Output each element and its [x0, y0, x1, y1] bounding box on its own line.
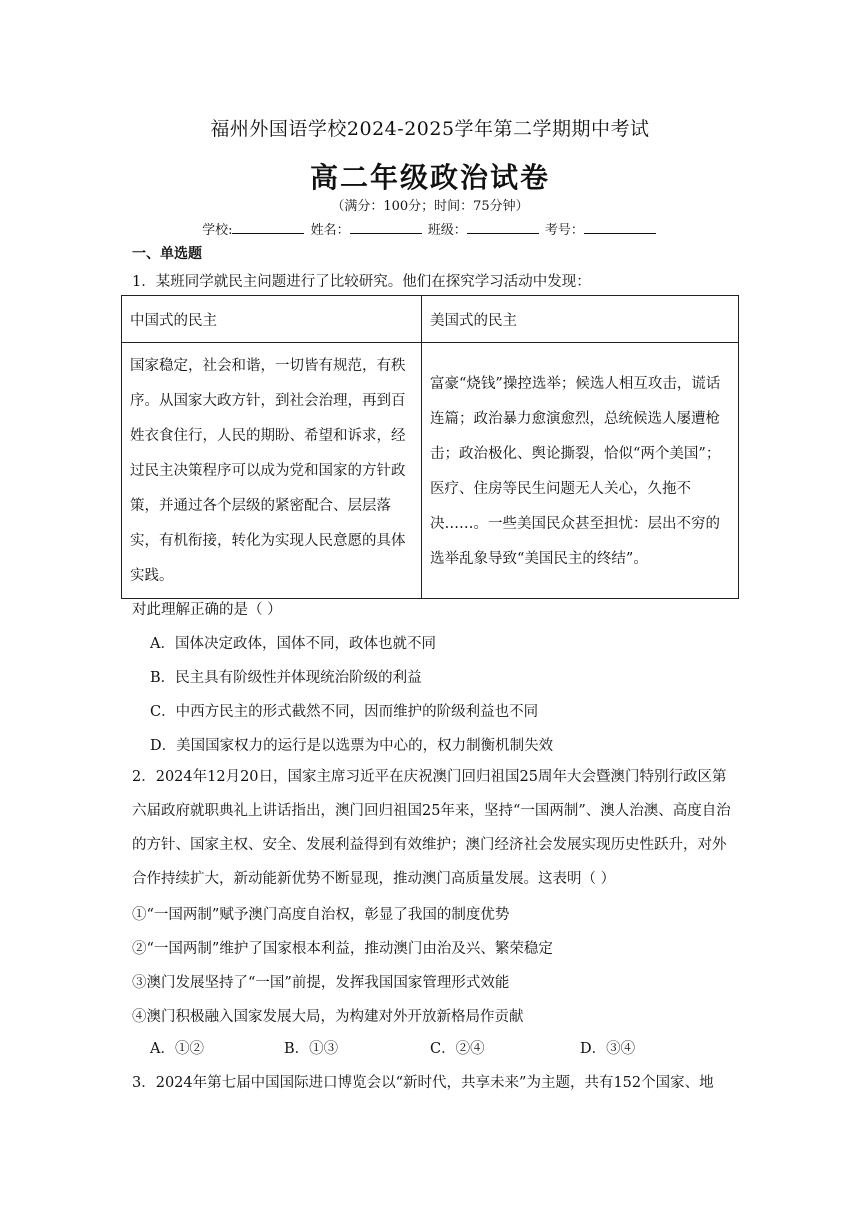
q1-prompt: 对此理解正确的是（ ） [132, 602, 282, 618]
student-info-line [0, 219, 860, 238]
q2-choices [150, 1037, 635, 1058]
q2-statement-3: ③澳门发展坚持了“一国”前提，发挥我国国家管理形式效能 [132, 975, 510, 991]
q3-stem: 3．2024年第七届中国国际进口博览会以“新时代，共享未来”为主题，共有152个国家、地 [132, 1075, 714, 1091]
q2-choice-a[interactable]: A．①② [150, 1041, 204, 1057]
name-blank[interactable] [350, 221, 422, 234]
comparison-table [121, 295, 739, 599]
school-blank[interactable] [232, 221, 304, 234]
class-label: 班级： [427, 223, 467, 238]
class-blank[interactable] [467, 221, 539, 234]
table-header-china: 中国式的民主 [122, 296, 422, 343]
q1-option-a[interactable]: A．国体决定政体，国体不同，政体也就不同 [150, 636, 436, 652]
school-exam-title: 福州外国语学校2024-2025学年第二学期期中考试 [210, 118, 650, 140]
school-label: 学校: [202, 223, 233, 238]
section-heading: 一、单选题 [132, 246, 202, 262]
q2-choice-c[interactable]: C．②④ [430, 1041, 485, 1057]
q1-option-d[interactable]: D．美国国家权力的运行是以选票为中心的，权力制衡机制失效 [150, 738, 554, 754]
score-time-line: （满分：100分；时间：75分钟） [331, 199, 529, 214]
table-cell-usa: 富豪“烧钱”操控选举；候选人相互攻击，谎话连篇；政治暴力愈演愈烈，总统候选人屡遭枪击；政治极化、舆论撕裂，恰似“两个美国”；医疗、住房等民生问题无人关心，久拖不决……。一些美国民众甚至担忧：层出不穷的选举乱象导致“美国民主的终结”。 [430, 376, 721, 567]
table-cell-china: 国家稳定，社会和谐，一切皆有规范，有秩序。从国家大政方针，到社会治理，再到百姓衣食住行，人民的期盼、希望和诉求，经过民主决策程序可以成为党和国家的方针政策，并通过各个层级的紧密配合、层层落实，有机衔接，转化为实现人民意愿的具体实践。 [130, 358, 406, 584]
q2-stem: 2．2024年12月20日，国家主席习近平在庆祝澳门回归祖国25周年大会暨澳门特别行政区第六届政府就职典礼上讲话指出，澳门回归祖国25年来，坚持“一国两制”、澳人治澳、高度自治的方针、国家主权、安全、发展利益得到有效维护；澳门经济社会发展实现历史性跃升，对外合作持续扩大，新动能新优势不断显现，推动澳门高质量发展。这表明（ ） [132, 769, 731, 887]
q1-stem: 1．某班同学就民主问题进行了比较研究。他们在探究学习活动中发现： [132, 274, 591, 290]
exam-number-blank[interactable] [584, 221, 656, 234]
q2-choice-d[interactable]: D．③④ [580, 1041, 636, 1057]
q2-choice-b[interactable]: B．①③ [284, 1041, 339, 1057]
q2-statement-4: ④澳门积极融入国家发展大局，为构建对外开放新格局作贡献 [132, 1009, 524, 1025]
q2-statement-2: ②“一国两制”维护了国家根本利益，推动澳门由治及兴、繁荣稳定 [132, 941, 553, 957]
q1-option-c[interactable]: C．中西方民主的形式截然不同，因而维护的阶级利益也不同 [150, 704, 539, 720]
table-header-usa: 美国式的民主 [422, 296, 739, 343]
paper-title: 高二年级政治试卷 [309, 161, 550, 194]
name-label: 姓名： [310, 223, 350, 238]
exam-number-label: 考号： [544, 223, 584, 238]
q1-option-b[interactable]: B．民主具有阶级性并体现统治阶级的利益 [150, 670, 422, 686]
q2-statement-1: ①“一国两制”赋予澳门高度自治权，彰显了我国的制度优势 [132, 907, 510, 923]
